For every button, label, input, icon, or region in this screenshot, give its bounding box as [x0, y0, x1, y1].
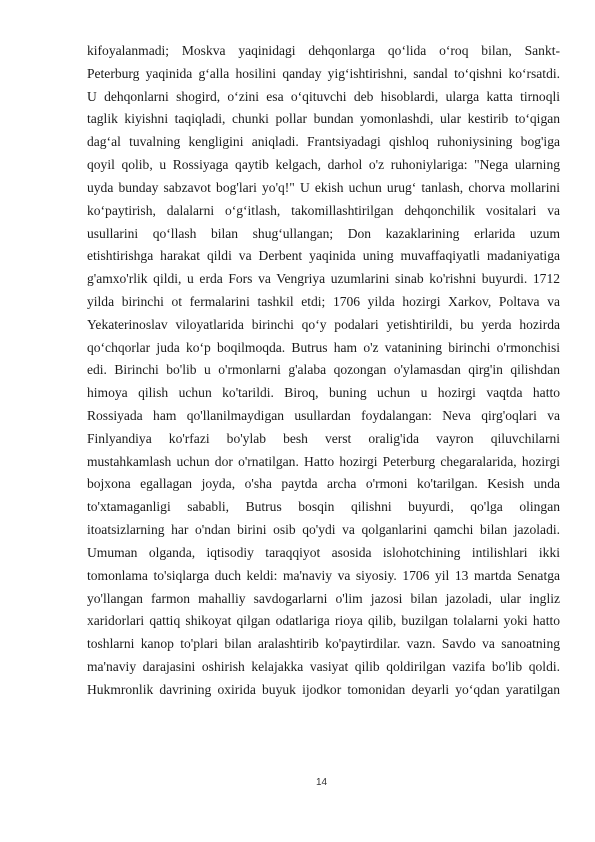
text-line: Hukmronlik davrining oxirida buyuk ijodkor tomonidan deyarli yo‘qdan yaratilgan [87, 681, 560, 697]
text-line: Rossiyada ham qo'llanilmaydigan usullardan foydalangan: Neva qirg'oqlari va [87, 408, 560, 423]
text-line: ko‘paytirish, dalalarni o‘g‘itlash, takomillashtirilgan dehqonchilik vositalari va [87, 202, 560, 218]
text-line: itoatsizlarning har o'ndan birini osib qo'ydi va qolganlarini qamchi bilan jazoladi. [87, 522, 560, 538]
text-line: etishtirishga harakat qildi va Derbent yaqinida uning muvaffaqiyatli madaniyatiga [87, 248, 560, 264]
text-line: bojxona egallagan joyda, o'sha paytda archa o'rmoni ko'tarilgan. Kesish unda [87, 476, 560, 492]
text-line: tomonlama to'siqlarga duch keldi: ma'naviy va siyosiy. 1706 yil 13 martda Senatga [87, 567, 560, 583]
text-line: g'amxo'rlik qildi, u erda Fors va Vengriya uzumlarini sinab ko'rishni buyurdi. 1712 [87, 271, 560, 287]
text-line: yo'llangan farmon mahalliy savdogarlarni o'lim jazosi bilan jazoladi, ular ingliz [87, 590, 560, 606]
text-line: yilda birinchi ot fermalarini tashkil etdi; 1706 yilda hozirgi Xarkov, Poltava va [87, 293, 560, 309]
text-line: ma'naviy darajasini oshirish kelajakka vasiyat qilib qoldirilgan vazifa bo'lib qoldi. [87, 658, 560, 674]
text-line: qoyil qolib, u Rossiyaga qaytib kelgach, darhol o'z ruhoniylariga: "Nega ularning [87, 157, 560, 173]
text-line: Finlyandiya ko'rfazi bo'ylab besh verst oralig'ida vayron qiluvchilarni [87, 430, 560, 446]
text-line: edi. Birinchi bo'lib u o'rmonlarni g'alaba qozongan o'ylamasdan qirg'in qilishdan [87, 362, 560, 378]
body-text [87, 40, 560, 702]
text-line: Yekaterinoslav viloyatlarida birinchi qo‘y podalari yetishtirildi, bu yerda hozirda [87, 316, 560, 332]
text-line: mustahkamlash uchun dor o'rnatilgan. Hatto hozirgi Peterburg chegaralarida, hozirgi [87, 453, 560, 469]
text-line: Peterburg yaqinida g‘alla hosilini qanday yig‘ishtirishni, sandal to‘qishni ko‘rsatdi. [87, 65, 560, 81]
text-line: usullarini qo‘llash bilan shug‘ullangan; Don kazaklarining erlarida uzum [87, 225, 560, 241]
text-line: to'xtamaganligi sababli, Butrus bosqin qilishni buyurdi, qo'lga olingan [87, 499, 560, 515]
page-number: 14 [315, 777, 328, 788]
text-line: U dehqonlarni shogird, o‘zini esa o‘qituvchi deb hisoblardi, ularga katta tirnoqli [87, 88, 560, 104]
text-line: dag‘al tuvalning kengligini aniqladi. Frantsiyadagi qishloq ruhoniysining bog'iga [87, 134, 560, 150]
text-line: qo‘chqorlar juda ko‘p boqilmoqda. Butrus ham o'z vatanining birinchi o'rmonchisi [87, 339, 560, 355]
text-line: Umuman olganda, iqtisodiy taraqqiyot asosida islohotchining intilishlari ikki [87, 544, 560, 560]
text-line: uyda bunday sabzavot bog'lari yo'q!" U ekish uchun urug‘ tanlash, chorva mollarini [87, 179, 560, 195]
text-line: himoya qilish uchun ko'tarildi. Biroq, buning uchun u hozirgi vaqtda hatto [87, 385, 560, 401]
text-line: taglik kiyishni taqiqladi, chunki pollar bundan yomonlashdi, ular kestirib to‘qigan [87, 111, 560, 127]
text-line: toshlarni kanop to'plari bilan aralashtirib ko'paytirdilar. vazn. Savdo va sanoatning [87, 636, 560, 652]
text-line: xaridorlari qattiq shikoyat qilgan odatlariga rioya qilib, buzilgan tolalarni yoki hatto [87, 613, 560, 629]
text-line: kifoyalanmadi; Moskva yaqinidagi dehqonlarga qo‘lida o‘roq bilan, Sankt- [87, 43, 560, 58]
